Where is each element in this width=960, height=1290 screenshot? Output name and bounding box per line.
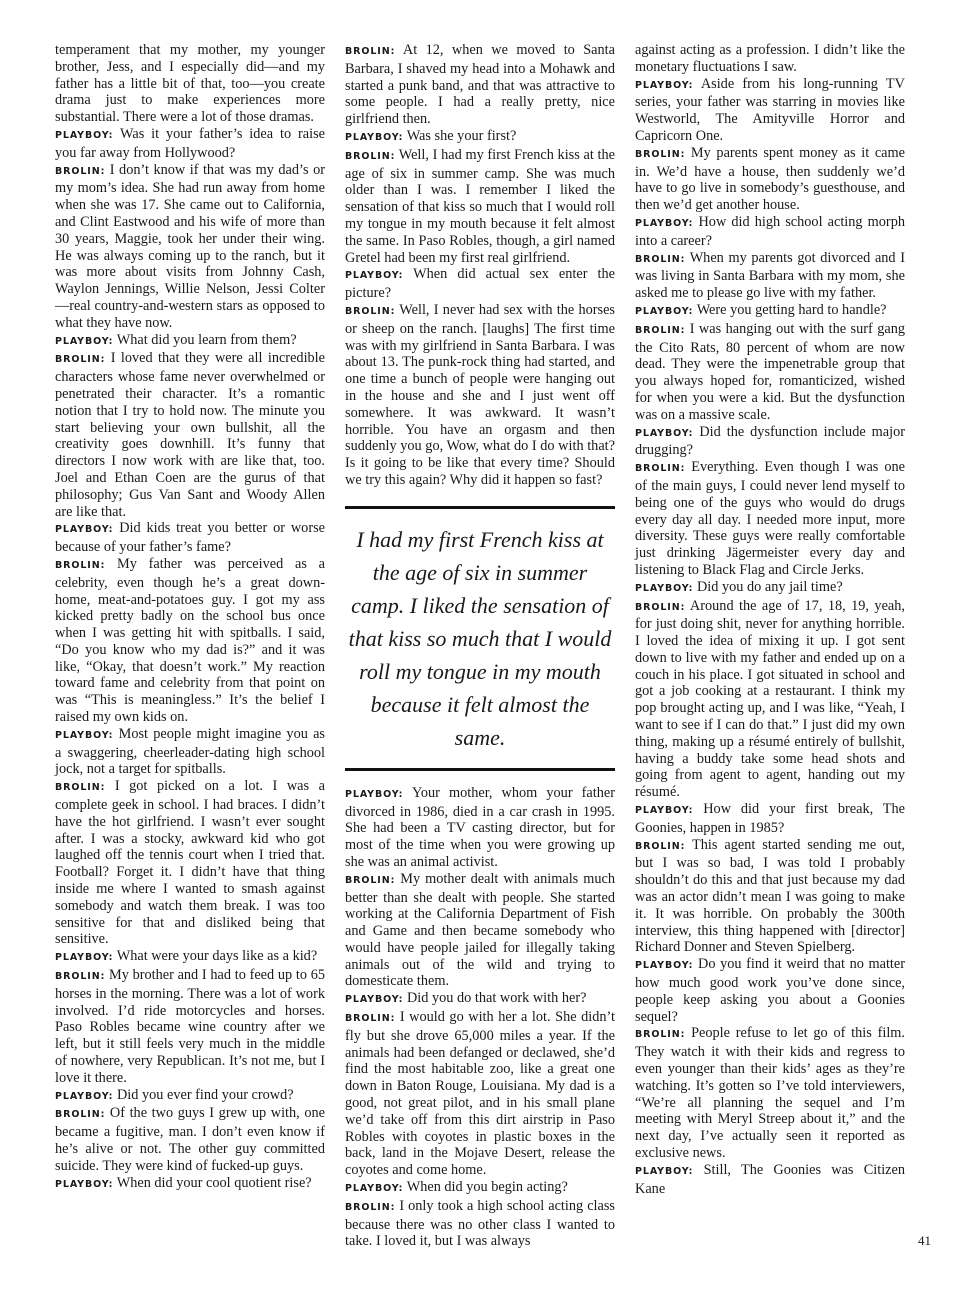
- column-right: [635, 42, 905, 1197]
- speaker-label: PLAYBOY:: [55, 729, 114, 741]
- speaker-label: PLAYBOY:: [55, 335, 114, 347]
- paragraph-text: I got picked on a lot. I was a complete geek in school. I had braces. I didn’t have the hot girlfriend. I wasn’t ever sought after. I was a stocky, awkward kid who got laughed off the tennis court when I tried that. Football? Forget it. I didn’t have that thing inside me where I wanted to smash against somebody and watch them break. I was too sensitive for that and disliked being that sensitive.: [55, 778, 325, 948]
- interview-paragraph: [55, 332, 325, 351]
- speaker-label: PLAYBOY:: [55, 524, 114, 536]
- speaker-label: BROLIN:: [55, 354, 106, 366]
- interview-paragraph: [55, 556, 325, 726]
- interview-paragraph: [635, 579, 905, 598]
- paragraph-text: Most people might imagine you as a swaggering, cheerleader-dating high school jock, not a target for spitballs.: [55, 725, 325, 778]
- paragraph-text: Was she your first?: [406, 127, 517, 144]
- paragraph-text: Was it your father’s idea to raise you far away from Hollywood?: [55, 125, 325, 161]
- interview-paragraph: [55, 126, 325, 162]
- interview-paragraph: [635, 42, 905, 76]
- interview-paragraph: [345, 785, 615, 871]
- interview-paragraph: [635, 250, 905, 302]
- speaker-label: PLAYBOY:: [345, 270, 404, 282]
- interview-paragraph: [635, 321, 905, 424]
- speaker-label: BROLIN:: [345, 874, 396, 886]
- speaker-label: PLAYBOY:: [345, 994, 404, 1006]
- interview-paragraph: [635, 302, 905, 321]
- interview-paragraph: [635, 956, 905, 1025]
- speaker-label: PLAYBOY:: [635, 1165, 694, 1177]
- paragraph-text: Did you ever find your crowd?: [116, 1086, 294, 1103]
- interview-paragraph: [55, 42, 325, 126]
- speaker-label: BROLIN:: [635, 1029, 686, 1041]
- paragraph-text: I was hanging out with the surf gang the Cito Rats, 80 percent of whom are now dead. They were the impenetrable group that you always hoped for, romanticized, wished for when you were a kid. But the dysfunction was on a massive scale.: [635, 320, 905, 423]
- interview-paragraph: [345, 42, 615, 128]
- speaker-label: PLAYBOY:: [635, 960, 694, 972]
- interview-paragraph: [55, 1105, 325, 1174]
- paragraph-text: When did your cool quotient rise?: [116, 1174, 312, 1191]
- interview-paragraph: [55, 948, 325, 967]
- speaker-label: PLAYBOY:: [635, 582, 694, 594]
- speaker-label: PLAYBOY:: [635, 217, 694, 229]
- speaker-label: BROLIN:: [55, 971, 106, 983]
- paragraph-text: My father was perceived as a celebrity, even though he’s a great down-home, meat-and-potatoes guy. I got my ass kicked pretty badly on the school bus once when I was getting hit with spitballs. I said, “Do you know who my dad is?” and it was like, “Okay, that doesn’t work.” My reaction toward fame and celebrity from that point on was “This is meaningless.” It’s the belief I raised my own kids on.: [55, 555, 325, 726]
- speaker-label: PLAYBOY:: [55, 129, 114, 141]
- paragraph-text: Everything. Even though I was one of the main guys, I could never lend myself to being one of the guys who would do drugs every day all day. I needed more input, more diversity. These guys were really comfortable just drinking Jägermeister every day and listening to Black Flag and Circle Jerks.: [635, 459, 905, 578]
- interview-paragraph: [55, 162, 325, 332]
- speaker-label: PLAYBOY:: [55, 952, 114, 964]
- paragraph-text: This agent started sending me out, but I was so bad, I was told I probably shouldn’t do this and that just because my dad was an actor didn’t mean I was going to make it. It was horrible. On probably the 300th interview, this thing happened with [director] Richard Donner and Steven Spielberg.: [635, 836, 905, 956]
- speaker-label: BROLIN:: [345, 150, 396, 162]
- paragraph-text: Did you do any jail time?: [696, 578, 843, 595]
- paragraph-text: Of the two guys I grew up with, one became a fugitive, man. I don’t even know if he’s alive or not. The other guy committed suicide. They were kind of fucked-up guys.: [55, 1105, 325, 1174]
- interview-paragraph: [55, 967, 325, 1087]
- speaker-label: PLAYBOY:: [55, 1178, 114, 1190]
- interview-paragraph: [635, 214, 905, 250]
- paragraph-text: Were you getting hard to handle?: [696, 301, 887, 318]
- speaker-label: PLAYBOY:: [635, 805, 694, 817]
- interview-paragraph: [55, 1087, 325, 1106]
- speaker-label: BROLIN:: [345, 1201, 396, 1213]
- paragraph-text: Still, The Goonies was Citizen Kane: [635, 1161, 906, 1197]
- paragraph-text: Did you do that work with her?: [406, 990, 587, 1007]
- speaker-label: BROLIN:: [345, 305, 396, 317]
- paragraph-text: At 12, when we moved to Santa Barbara, I shaved my head into a Mohawk and started a punk band, and that was attractive to some people. I had a really pretty, nice girlfriend then.: [345, 42, 615, 128]
- speaker-label: PLAYBOY:: [635, 305, 694, 317]
- interview-paragraph: [635, 76, 905, 145]
- paragraph-text: My mother dealt with animals much better than she dealt with people. She started working at the California Department of Fish and Game and then became somebody who would have people jailed for illegally taking animals out of the wild and trying to domesticate them.: [345, 870, 615, 990]
- paragraph-text: What were your days like as a kid?: [116, 948, 318, 965]
- speaker-label: BROLIN:: [635, 324, 686, 336]
- interview-paragraph: [635, 801, 905, 837]
- paragraph-text: Well, I never had sex with the horses or sheep on the ranch. [laughs] The first time was with my girlfriend in Santa Barbara. I was about 13. The punk-rock thing had started, and one time a bunch of people were hanging out in the house and she and I just went off somewhere. It was awkward. It wasn’t horrible. You have an orgasm and then suddenly you go, Wow, what do I do with that? Is it going to be like that every time? Should we try this again? Why did it happen so fast?: [345, 301, 615, 488]
- column-middle-bottom: [345, 785, 615, 1251]
- paragraph-text: When did actual sex enter the picture?: [345, 266, 615, 302]
- paragraph-text: Did kids treat you better or worse because of your father’s fame?: [55, 520, 325, 556]
- paragraph-text: My parents spent money as it came in. We’d have a house, then suddenly we’d have to go live in somebody’s guesthouse, and then we’d get another house.: [635, 144, 905, 214]
- column-left: [55, 42, 325, 1193]
- interview-paragraph: [345, 147, 615, 267]
- speaker-label: PLAYBOY:: [345, 131, 404, 143]
- speaker-label: PLAYBOY:: [55, 1090, 114, 1102]
- interview-paragraph: [345, 1009, 615, 1179]
- speaker-label: BROLIN:: [635, 253, 686, 265]
- paragraph-text: Your mother, whom your father divorced in 1986, died in a car crash in 1995. She had been a TV casting director, but for most of the time when you were growing up she was an animal activist.: [345, 784, 616, 870]
- speaker-label: BROLIN:: [635, 148, 686, 160]
- speaker-label: BROLIN:: [55, 1109, 106, 1121]
- interview-paragraph: [635, 424, 905, 460]
- interview-paragraph: [345, 302, 615, 489]
- paragraph-text: I loved that they were all incredible characters whose fame never overwhelmed or penetrated their character. It’s a romantic notion that I try to hold now. The minute you start believing your own bullshit, all the creativity goes downhill. It’s funny that directors I now work with are like that, too. Joel and Ethan Coen are the gurus of that philosophy; Gus Van Sant and Woody Allen are like that.: [55, 350, 326, 520]
- interview-paragraph: [55, 350, 325, 520]
- paragraph-text: Aside from his long-running TV series, your father was starring in movies like Westworld, The Amityville Horror and Capricorn One.: [635, 75, 905, 144]
- paragraph-text: Well, I had my first French kiss at the age of six in summer camp. She was much older than I was. I remember I liked the sensation of that kiss so much that I would roll my tongue in my mouth because it felt almost the same. In Paso Robles, though, a girl named Gretel had been my first real girlfriend.: [345, 146, 615, 266]
- speaker-label: BROLIN:: [345, 1013, 396, 1025]
- paragraph-text: Do you find it weird that no matter how much good work you’ve done since, people keep asking you about a Goonies sequel?: [635, 956, 906, 1025]
- paragraph-text: What did you learn from them?: [116, 331, 297, 348]
- speaker-label: PLAYBOY:: [635, 427, 694, 439]
- interview-paragraph: [635, 1025, 905, 1161]
- interview-paragraph: [55, 520, 325, 556]
- speaker-label: BROLIN:: [55, 782, 106, 794]
- pull-quote-text: I had my first French kiss at the age of six in summer camp. I liked the sensation of that kiss so much that I would roll my tongue in my mouth because it felt almost the same.: [348, 526, 612, 750]
- interview-paragraph: [55, 778, 325, 948]
- interview-paragraph: [635, 1162, 905, 1198]
- paragraph-text: against acting as a profession. I didn’t like the monetary fluctuations I saw.: [635, 42, 905, 75]
- column-middle: [345, 42, 615, 1250]
- interview-paragraph: [635, 837, 905, 957]
- speaker-label: PLAYBOY:: [345, 1183, 404, 1195]
- paragraph-text: How did your first break, The Goonies, happen in 1985?: [635, 801, 906, 836]
- speaker-label: BROLIN:: [635, 601, 686, 613]
- speaker-label: BROLIN:: [345, 46, 396, 57]
- paragraph-text: People refuse to let go of this film. They watch it with their kids and regress to even younger than their kids’ ages as they’re watching. It’s gotten so I’ve told interviewers, “We’re all planning the sequel and I’m meeting with Meryl Streep about it,” and the next day, I’ve actually seen it reported as exclusive news.: [635, 1025, 906, 1161]
- paragraph-text: When did you begin acting?: [406, 1179, 568, 1196]
- page-number: 41: [918, 1233, 931, 1248]
- paragraph-text: How did high school acting morph into a career?: [635, 213, 905, 249]
- interview-paragraph: [635, 598, 905, 802]
- interview-paragraph: [345, 266, 615, 302]
- paragraph-text: I only took a high school acting class because there was no other class I wanted to take. I loved it, but I was always: [345, 1197, 615, 1250]
- speaker-label: PLAYBOY:: [635, 79, 694, 91]
- paragraph-text: My brother and I had to feed up to 65 horses in the morning. There was a lot of work involved. I’d ride motorcycles and horses. Paso Robles became wine country after we left, but it still feels very much in the middle of nowhere, very Republican. It’s not me, but I love it there.: [55, 967, 326, 1086]
- interview-paragraph: [635, 459, 905, 579]
- speaker-label: BROLIN:: [635, 463, 686, 475]
- pull-quote: [345, 506, 615, 771]
- paragraph-text: Did the dysfunction include major drugging?: [635, 423, 905, 459]
- speaker-label: BROLIN:: [55, 559, 106, 571]
- interview-paragraph: [345, 1198, 615, 1250]
- speaker-label: BROLIN:: [635, 840, 686, 852]
- interview-paragraph: [345, 1179, 615, 1198]
- interview-paragraph: [345, 990, 615, 1009]
- paragraph-text: I don’t know if that was my dad’s or my mom’s idea. She had run away from home when she was 17. She came out to California, and Clint Eastwood and his wife of more than 30 years, Maggie, took her under their wing. He was always coming up to the ranch, but it was more about visits from Johnny Cash, Waylon Jennings, Willie Nelson, Jessi Colter—real country-and-western stars as opposed to what they have now.: [55, 161, 325, 331]
- paragraph-text: When my parents got divorced and I was living in Santa Barbara with my mom, she asked me to please go live with my father.: [635, 249, 905, 302]
- interview-paragraph: [55, 726, 325, 778]
- speaker-label: PLAYBOY:: [345, 788, 404, 800]
- paragraph-text: Around the age of 17, 18, 19, yeah, for just doing shit, never for anything horrible. I loved the idea of mixing it up. I got sent down to live with my father and ended up on a couch in his place. I got situated in school and got a job cooking at a restaurant. I think my pop brought acting up, and I was like, “Yeah, I want to see if I can do that.” I just did my own thing, making up a résumé entirely of bullshit, having a buddy take some head shots and going from agent to agent, handing out my résumé.: [635, 597, 905, 801]
- paragraph-text: I would go with her a lot. She didn’t fly but she drove 65,000 miles a year. If the animals had been defanged or declawed, she’d find the most habitable zoo, like a great one down in Baton Rouge, Louisiana. My dad is a good, not great pilot, and in his small plane we’d take off from this dirt airstrip in Paso Robles with coyotes in plastic boxes in the back, land in the Mojave Desert, release the coyotes and come home.: [345, 1009, 615, 1179]
- interview-paragraph: [345, 871, 615, 991]
- speaker-label: BROLIN:: [55, 165, 106, 177]
- interview-paragraph: [345, 128, 615, 147]
- interview-paragraph: [635, 145, 905, 214]
- interview-paragraph: [55, 1175, 325, 1194]
- paragraph-text: temperament that my mother, my younger brother, Jess, and I especially did—and my father has a little bit of that, too—you create drama just to make experiences more substantial. There were a lot of those dramas.: [55, 42, 325, 126]
- column-middle-top: [345, 42, 615, 489]
